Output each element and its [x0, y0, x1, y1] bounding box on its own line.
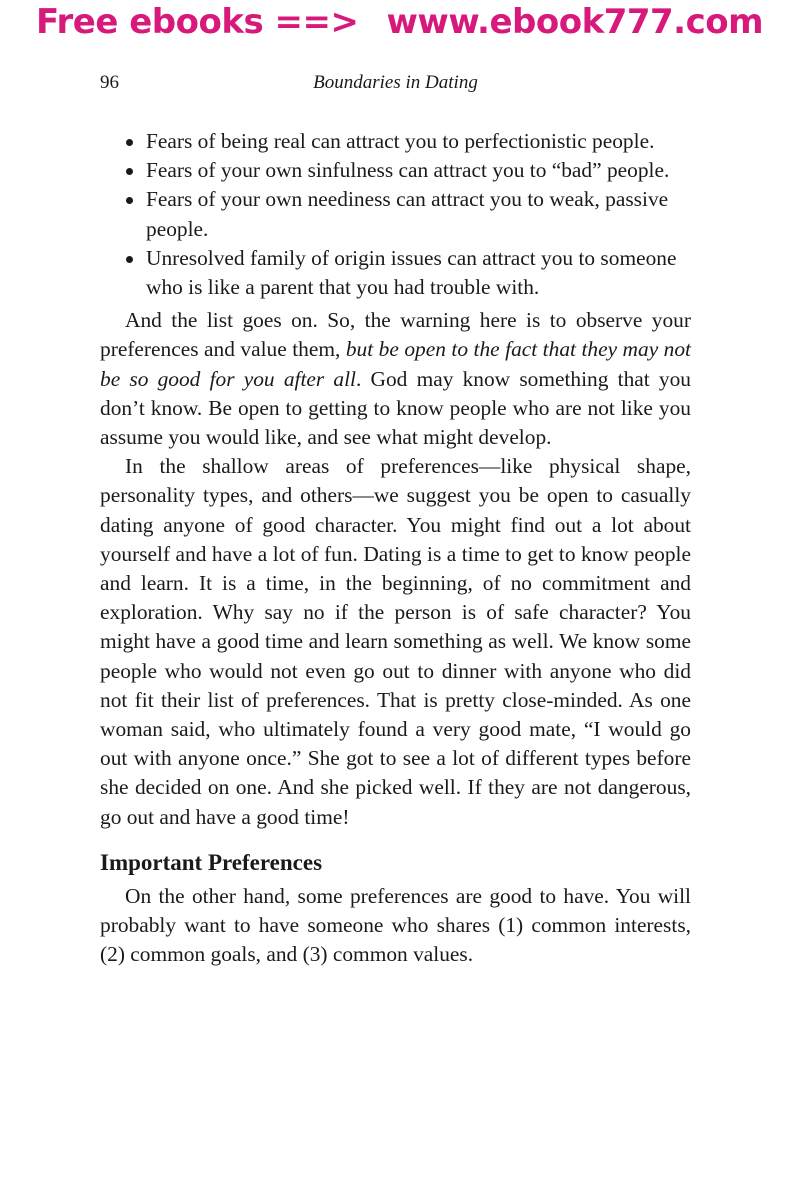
- page-number: 96: [100, 72, 119, 93]
- paragraph-important-preferences: On the other hand, some preferences are good to have. You will probably want to have someone who shares (1) common interests, (2) common goals, and (3) common values.: [100, 883, 691, 967]
- list-item: [100, 185, 691, 243]
- paragraph-warning-end: . God may know something that you don’t know. Be open to getting to know people who are not like you assume you would like, and see what might develop.: [100, 366, 692, 450]
- watermark-banner: [0, 2, 799, 42]
- bullet-text: Unresolved family of origin issues can attract you to someone who is like a parent that you had trouble with.: [146, 245, 677, 300]
- book-title: Boundaries in Dating: [313, 72, 478, 93]
- banner-url: www.ebook777.com: [386, 2, 764, 42]
- bullet-text: Fears of your own neediness can attract you to weak, passive people.: [146, 187, 669, 241]
- banner-free-ebooks: Free ebooks ==>: [35, 2, 359, 42]
- list-item: [100, 156, 691, 185]
- paragraph-warning-emphasis: but be open to the fact that they may not be so good for you after all: [100, 337, 692, 391]
- list-item: [100, 244, 691, 302]
- bullet-text: Fears of being real can attract you to perfectionistic people.: [146, 129, 655, 153]
- page-body: [100, 127, 691, 969]
- bullet-icon: [126, 197, 133, 204]
- paragraph-warning-start: And the list goes on. So, the warning here is to observe your preferences and value them,: [100, 308, 691, 362]
- paragraph-warning: [100, 306, 691, 452]
- bullet-icon: [126, 168, 133, 175]
- paragraph-shallow-preferences: In the shallow areas of preferences—like physical shape, personality types, and others—we suggest you be open to casually dating anyone of good character. You might find out a lot about yourself and have a lot of fun. Dating is a time to get to know people and learn. It is a time, in the beginning, of no commitment and exploration. Why say no if the person is of safe character? You might have a good time and learn something as well. We know some people who would not even go out to dinner with anyone who did not fit their list of preferences. That is pretty close-minded. As one woman said, who ultimately found a very good mate, “I would go out with anyone once.” She got to see a lot of different types before she decided on one. And she picked well. If they are not dangerous, go out and have a good time!: [100, 454, 691, 829]
- bullet-list: [100, 127, 691, 302]
- section-heading: Important Preferences: [100, 849, 323, 875]
- bullet-text: Fears of your own sinfulness can attract you to “bad” people.: [146, 158, 670, 183]
- bullet-icon: [126, 139, 133, 146]
- bullet-icon: [126, 256, 133, 263]
- list-item: [100, 127, 691, 156]
- running-head: [100, 72, 691, 96]
